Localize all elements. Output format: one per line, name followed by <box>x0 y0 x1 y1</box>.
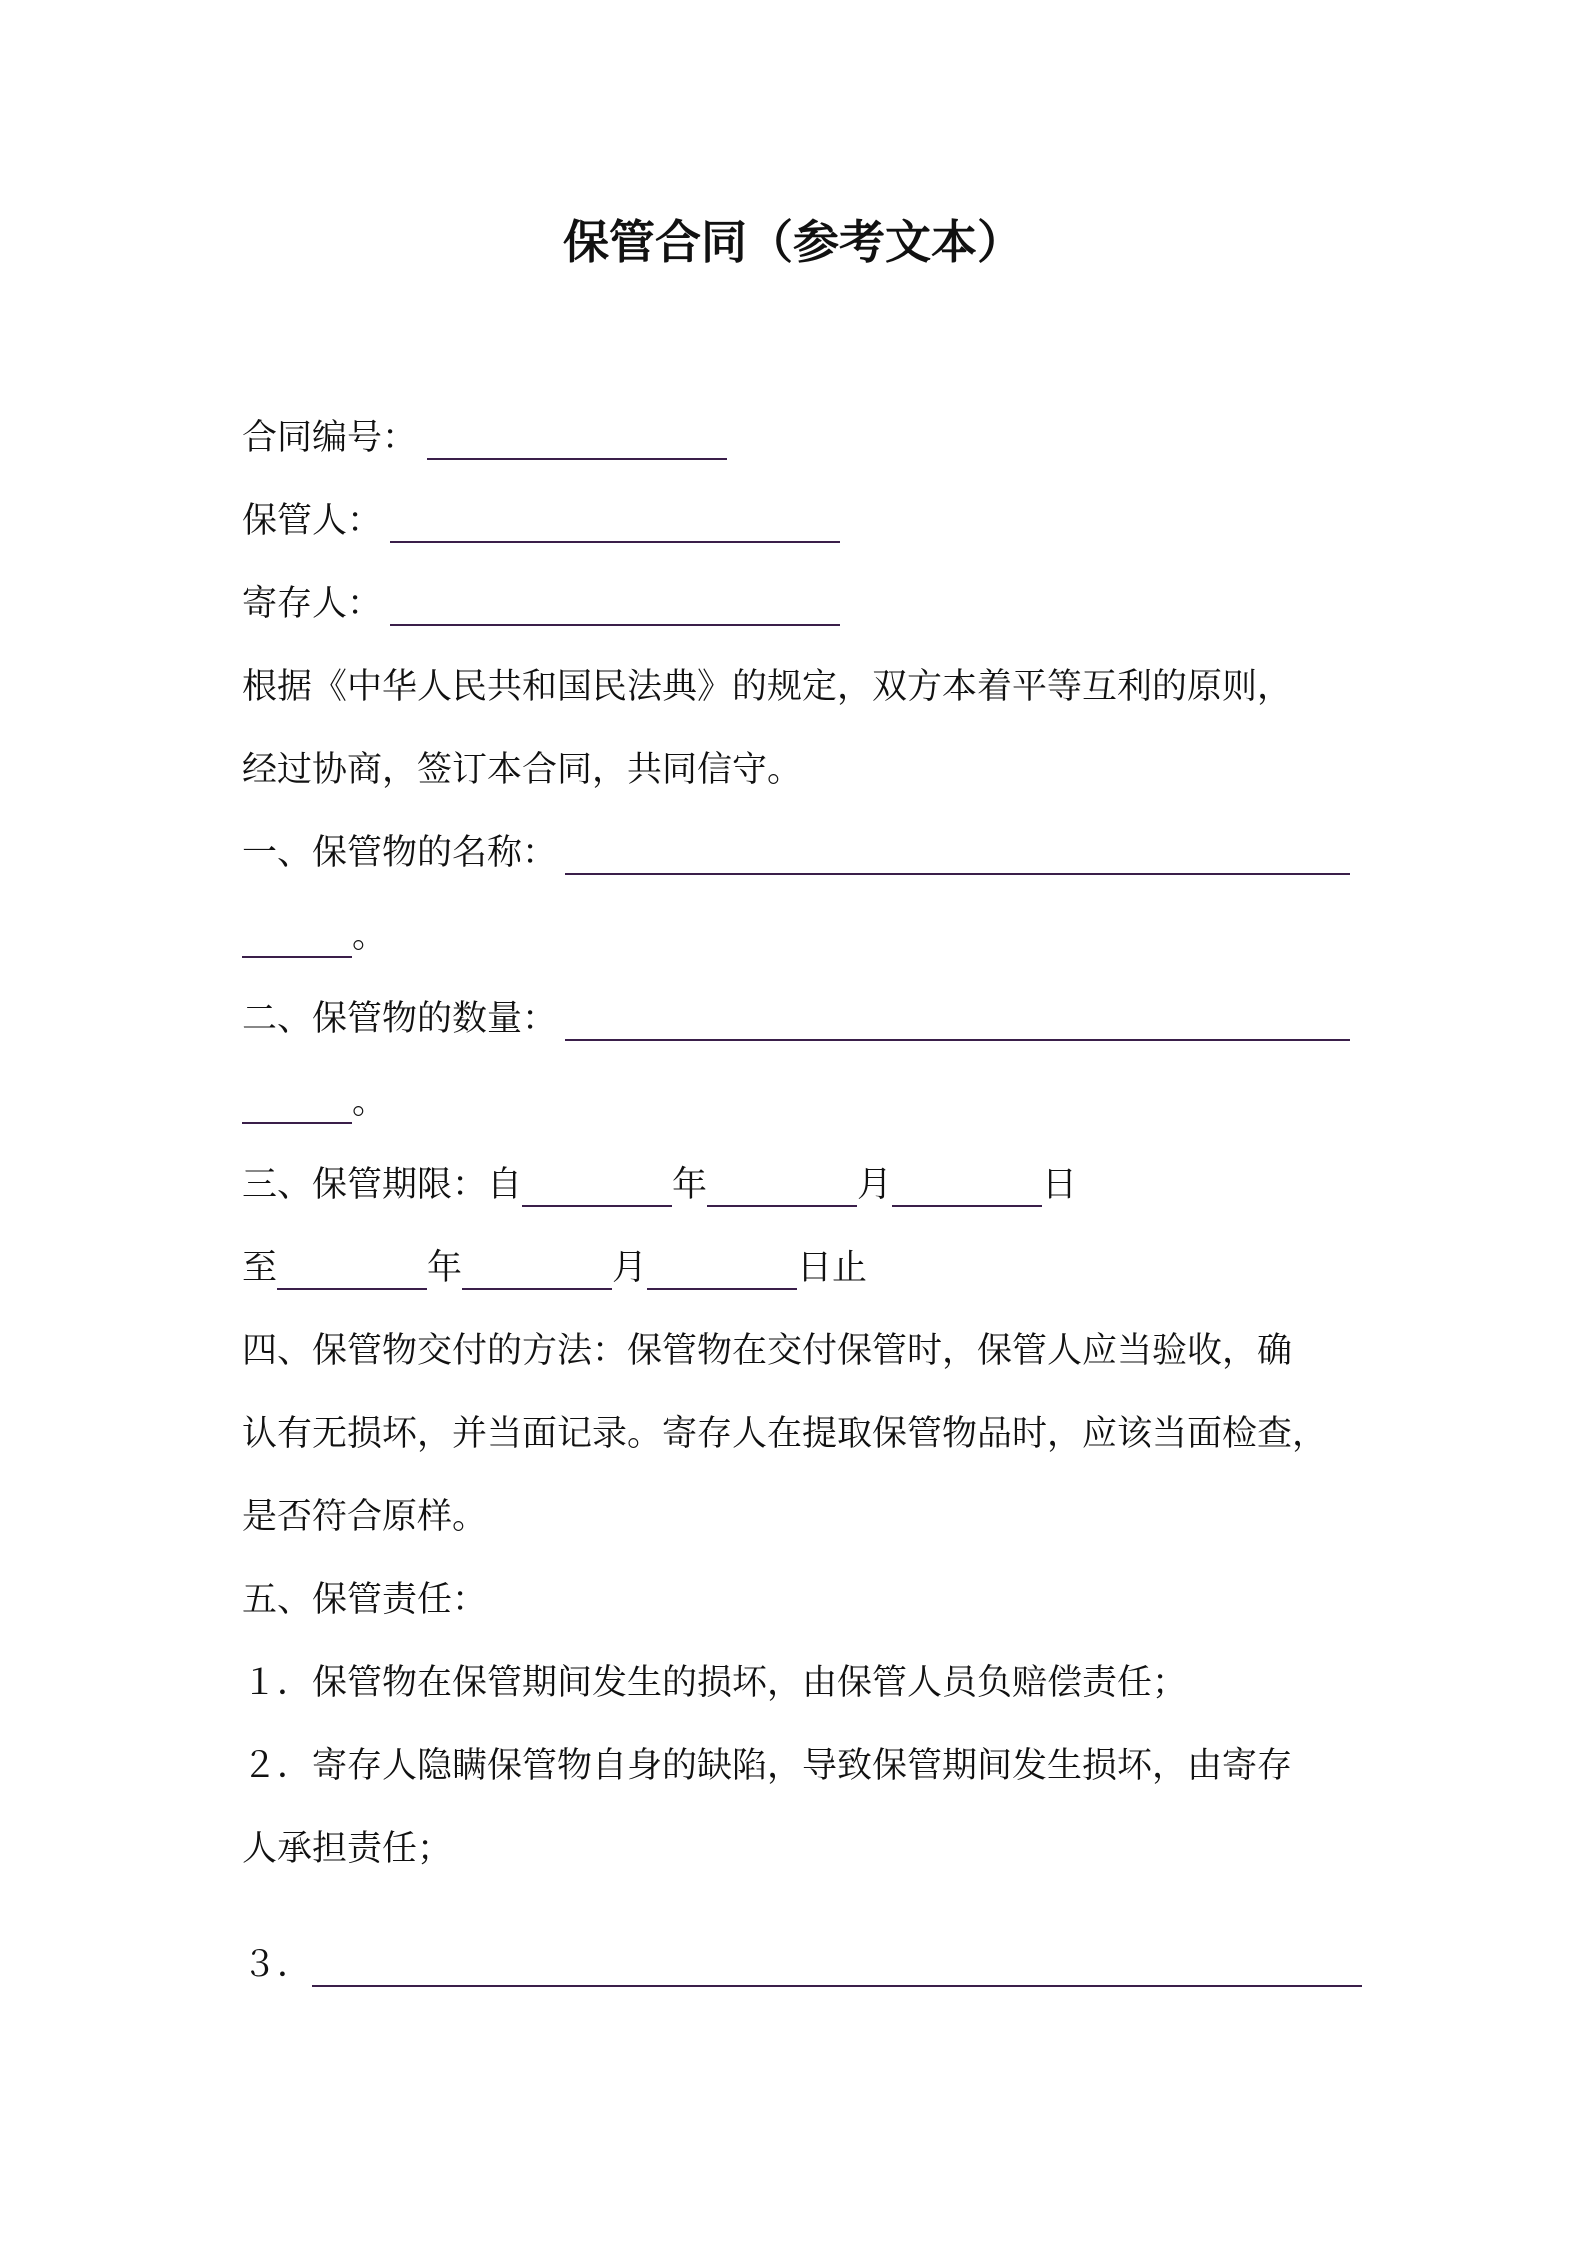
start-day-label: 日 <box>1042 1165 1078 1205</box>
depositor-line <box>242 574 840 634</box>
item-quantity-label: 二、保管物的数量： <box>242 999 558 1039</box>
liability-clause-2-cont <box>242 1819 452 1879</box>
item-quantity-line-cont <box>242 1072 387 1132</box>
term-end-line <box>242 1238 867 1298</box>
item-name-blank[interactable] <box>565 829 1350 875</box>
custodian-line <box>242 491 840 551</box>
contract-number-label: 合同编号： <box>242 418 418 458</box>
delivery-text-2: 认有无损坏，并当面记录。寄存人在提取保管物品时，应该当面检查， <box>242 1414 1328 1454</box>
end-month-blank[interactable] <box>462 1244 612 1290</box>
liability-clause-2 <box>242 1736 1292 1796</box>
item-name-period: 。 <box>352 916 388 956</box>
delivery-line-3 <box>242 1487 487 1547</box>
liability-clause-3-blank[interactable] <box>312 1941 1362 1987</box>
liability-clause-3 <box>242 1935 1362 1995</box>
custodian-label: 保管人： <box>242 501 383 541</box>
item-name-line <box>242 823 1350 883</box>
contract-number-blank[interactable] <box>427 414 727 460</box>
depositor-blank[interactable] <box>390 580 840 626</box>
delivery-text-3: 是否符合原样。 <box>242 1497 488 1537</box>
end-year-blank[interactable] <box>277 1244 427 1290</box>
liability-clause-3-number: ３． <box>242 1945 313 1985</box>
start-day-blank[interactable] <box>892 1161 1042 1207</box>
item-quantity-blank[interactable] <box>565 995 1350 1041</box>
end-year-label: 年 <box>427 1248 463 1288</box>
document-title: 保管合同（参考文本） <box>563 215 1023 269</box>
item-name-label: 一、保管物的名称： <box>242 833 558 873</box>
end-month-label: 月 <box>612 1248 648 1288</box>
end-day-label: 日止 <box>797 1248 868 1288</box>
liability-clause-1-text: １．保管物在保管期间发生的损坏，由保管人员负赔偿责任； <box>242 1663 1188 1703</box>
item-quantity-line <box>242 989 1350 1049</box>
preamble-line-1 <box>242 657 1292 717</box>
start-month-blank[interactable] <box>707 1161 857 1207</box>
contract-number-line <box>242 408 727 468</box>
liability-clause-2-text-2: 人承担责任； <box>242 1829 453 1869</box>
preamble-text-1: 根据《中华人民共和国民法典》的规定，双方本着平等互利的原则， <box>242 667 1293 707</box>
delivery-text-1: 四、保管物交付的方法：保管物在交付保管时，保管人应当验收，确 <box>242 1331 1293 1371</box>
term-to-label: 至 <box>242 1248 278 1288</box>
start-year-label: 年 <box>672 1165 708 1205</box>
item-quantity-period: 。 <box>352 1082 388 1122</box>
custodian-blank[interactable] <box>390 497 840 543</box>
end-day-blank[interactable] <box>647 1244 797 1290</box>
item-name-line-cont <box>242 906 387 966</box>
delivery-line-1 <box>242 1321 1292 1381</box>
liability-clause-2-text-1: ２．寄存人隐瞒保管物自身的缺陷，导致保管期间发生损坏，由寄存 <box>242 1746 1293 1786</box>
preamble-line-2 <box>242 740 802 800</box>
item-name-blank-cont[interactable] <box>242 912 352 958</box>
start-year-blank[interactable] <box>522 1161 672 1207</box>
depositor-label: 寄存人： <box>242 584 383 624</box>
start-month-label: 月 <box>857 1165 893 1205</box>
item-quantity-blank-cont[interactable] <box>242 1078 352 1124</box>
liability-heading: 五、保管责任： <box>242 1580 488 1620</box>
term-prefix: 三、保管期限：自 <box>242 1165 523 1205</box>
delivery-line-2 <box>242 1404 1327 1464</box>
term-start-line <box>242 1155 1077 1215</box>
preamble-text-2: 经过协商，签订本合同，共同信守。 <box>242 750 803 790</box>
liability-heading-line <box>242 1570 487 1630</box>
liability-clause-1 <box>242 1653 1187 1713</box>
